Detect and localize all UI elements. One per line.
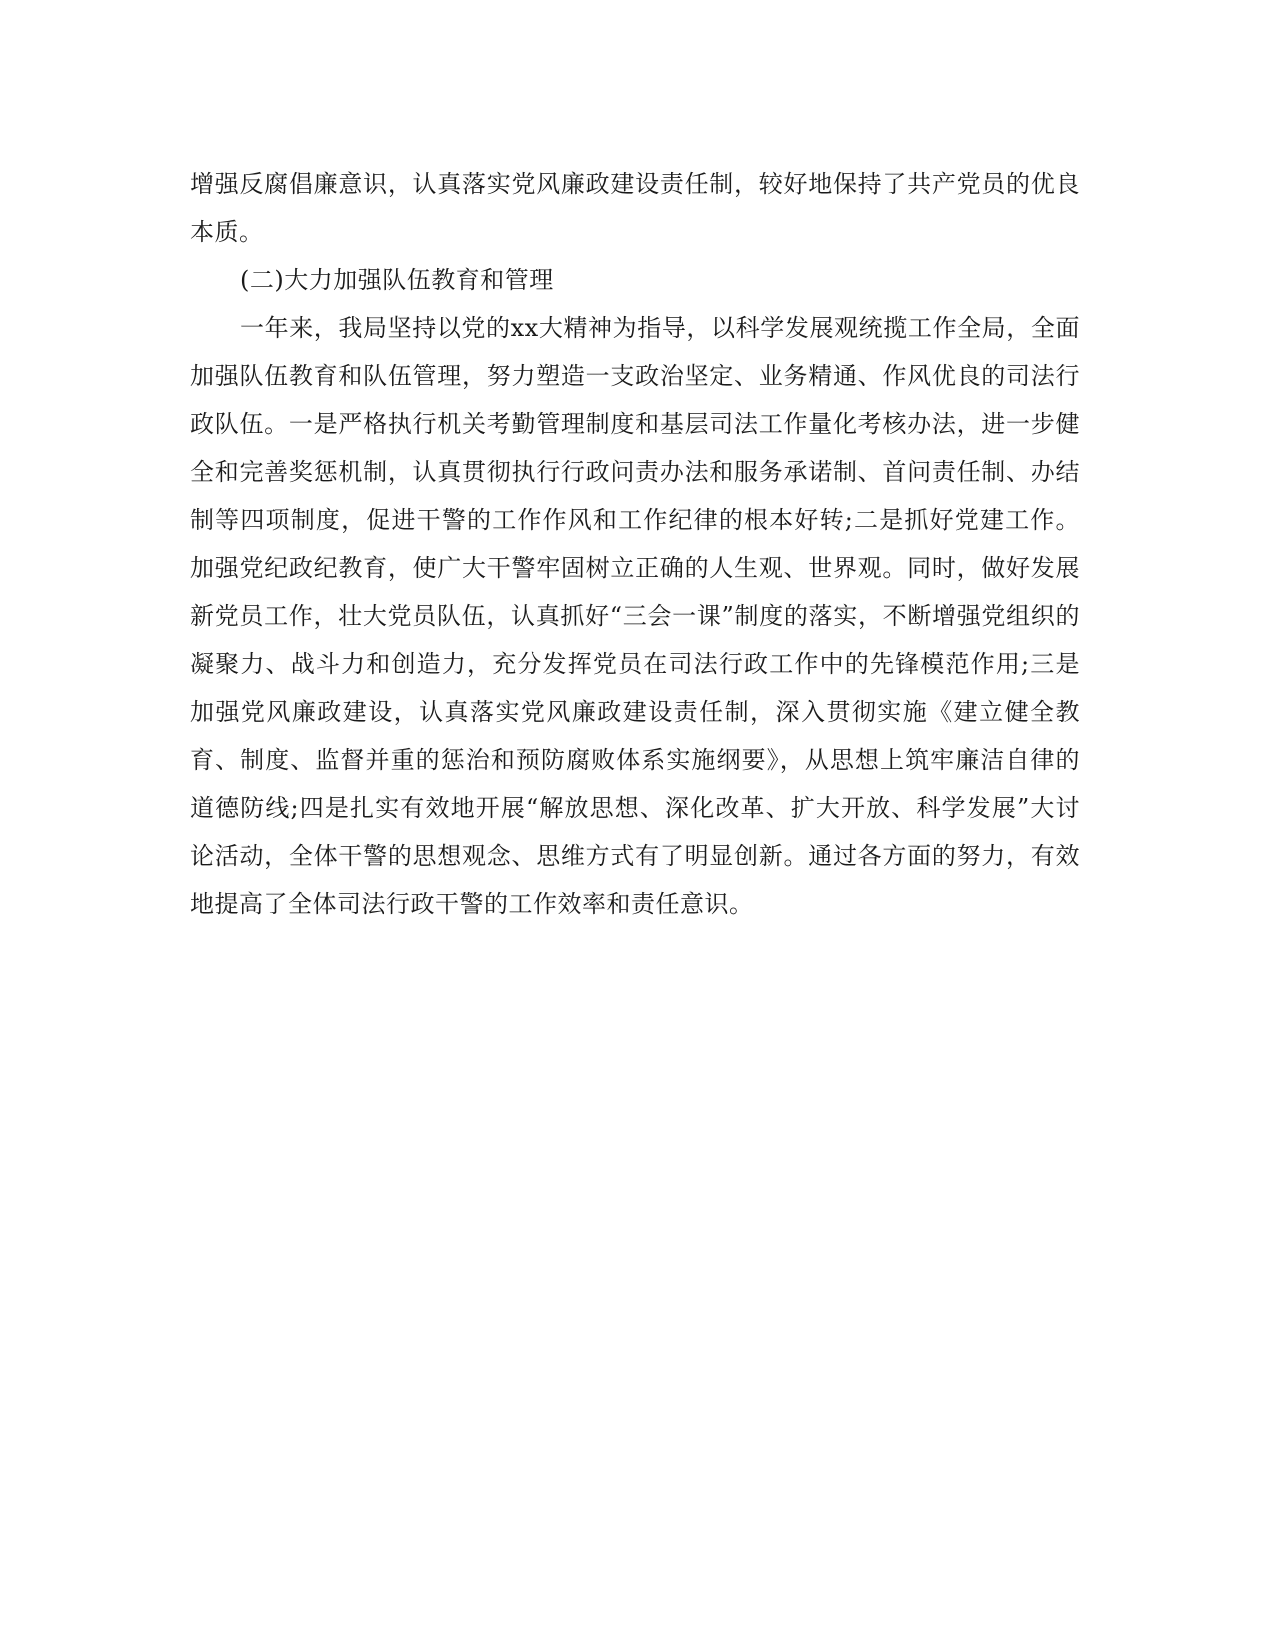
document-body — [190, 160, 1080, 928]
section-heading: (二)大力加强队伍教育和管理 — [240, 266, 554, 294]
paragraph-body: 一年来，我局坚持以党的xx大精神为指导，以科学发展观统揽工作全局，全面加强队伍教育和队伍管理，努力塑造一支政治坚定、业务精通、作风优良的司法行政队伍。一是严格执行机关考勤管理制度和基层司法工作量化考核办法，进一步健全和完善奖惩机制，认真贯彻执行行政问责办法和服务承诺制、首问责任制、办结制等四项制度，促进干警的工作作风和工作纪律的根本好转;二是抓好党建工作。加强党纪政纪教育，使广大干警牢固树立正确的人生观、世界观。同时，做好发展新党员工作，壮大党员队伍，认真抓好“三会一课”制度的落实，不断增强党组织的凝聚力、战斗力和创造力，充分发挥党员在司法行政工作中的先锋模范作用;三是加强党风廉政建设，认真落实党风廉政建设责任制，深入贯彻实施《建立健全教育、制度、监督并重的惩治和预防腐败体系实施纲要》，从思想上筑牢廉洁自律的道德防线;四是扎实有效地开展“解放思想、深化改革、扩大开放、科学发展”大讨论活动，全体干警的思想观念、思维方式有了明显创新。通过各方面的努力，有效地提高了全体司法行政干警的工作效率和责任意识。 — [190, 314, 1080, 918]
paragraph-continuation: 增强反腐倡廉意识，认真落实党风廉政建设责任制，较好地保持了共产党员的优良本质。 — [190, 170, 1080, 246]
